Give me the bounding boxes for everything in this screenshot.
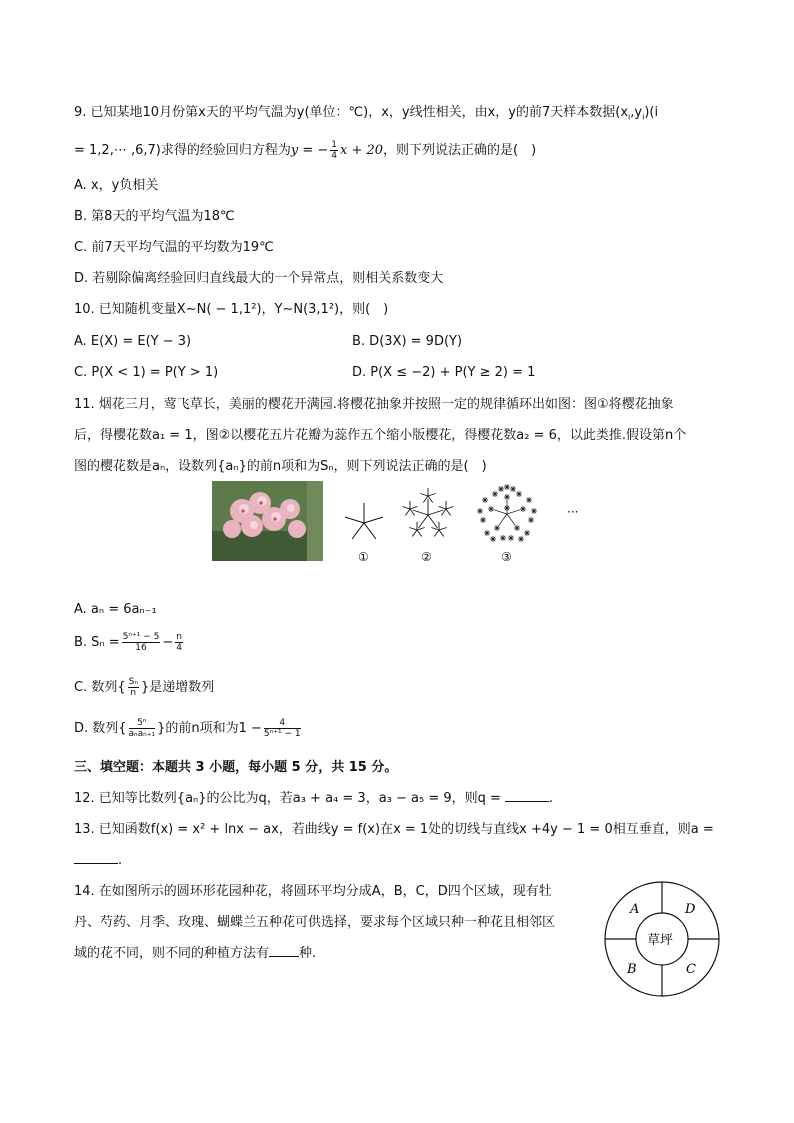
q13-answer-blank[interactable] (74, 851, 118, 864)
q11-line1: 11. 烟花三月，莺飞草长，美丽的樱花开满园.将樱花抽象并按照一定的规律循环出如图：图①将樱花抽象 (74, 397, 674, 412)
figure-2-label: ② (421, 550, 432, 564)
region-a-label: A (630, 902, 640, 917)
figure-ellipsis: ··· (567, 505, 579, 519)
q9-line1: 9. 已知某地10月份第x天的平均气温为y(单位：℃)，x，y线性相关，由x，y的前7天样本数据$(x_i,y_i)(i$ (74, 105, 659, 122)
q10-option-b: B. D(3X) = 9D(Y) (352, 334, 463, 349)
region-d-label: D (685, 902, 696, 917)
figure-1-star (342, 500, 386, 546)
q13-stem: 13. 已知函数f(x) = x² + lnx − ax，若曲线y = f(x)在x = 1处的切线与直线x +4y − 1 = 0相互垂直，则a = (74, 822, 714, 837)
q9-option-b: B. 第8天的平均气温为18℃ (74, 209, 235, 224)
figure-3-stars (474, 483, 540, 545)
q14-line1: 14. 在如图所示的圆环形花园种花，将圆环平均分成A，B，C，D四个区域，现有牡 (74, 884, 552, 899)
q11-option-b: B. Sₙ = $\frac{\text{5ⁿ⁺¹ − 5}}{16}$ − $\frac{n}{4}$ (74, 632, 182, 653)
region-b-label: B (627, 962, 637, 977)
q11-option-c: C. 数列{ $\frac{\text{Sₙ}}{n}$ }是递增数列 (74, 677, 215, 698)
q9-option-c: C. 前7天平均气温的平均数为19℃ (74, 240, 274, 255)
figure-1-label: ① (358, 550, 369, 564)
q14-line2: 丹、芍药、月季、玫瑰、蝴蝶兰五种花可供选择，要求每个区域只种一种花且相邻区 (74, 915, 556, 930)
sakura-photo (212, 481, 323, 561)
q10-stem: 10. 已知随机变量X∼N( − 1,1²)，Y∼N(3,1²)，则( ) (74, 302, 389, 317)
q11-option-d: D. 数列{ 5ⁿ aₙaₙ₊₁ }的前n项和为1 − $\frac{4}{\text{5ⁿ⁺¹ − 1}}$ (74, 718, 301, 739)
q12-stem: 12. 已知等比数列{aₙ}的公比为q，若a₃ + a₄ = 3，a₃ − a₅ = 9，则q = . (74, 791, 554, 806)
ring-garden-figure (603, 880, 721, 998)
q11-line2: 后，得樱花数a₁ = 1，图②以樱花五片花瓣为蕊作五个缩小版樱花，得樱花数a₂ = 6，以此类推.假设第n个 (74, 428, 687, 443)
q11-option-a: A. aₙ = 6aₙ₋₁ (74, 602, 157, 617)
lawn-label: 草坪 (647, 933, 674, 948)
figure-3-label: ③ (501, 550, 512, 564)
q14-line3: 域的花不同，则不同的种植方法有 种. (74, 946, 317, 961)
q9-option-d: D. 若剔除偏离经验回归直线最大的一个异常点，则相关系数变大 (74, 271, 444, 286)
q11-line3: 图的樱花数是aₙ，设数列{aₙ}的前n项和为Sₙ，则下列说法正确的是( ) (74, 459, 487, 474)
q12-answer-blank[interactable] (505, 789, 549, 802)
q13-line2: . (74, 851, 122, 871)
region-c-label: C (686, 962, 696, 977)
figure-2-stars (398, 485, 458, 545)
q10-option-a: A. E(X) = E(Y − 3) (74, 334, 192, 349)
q9-option-a: A. x，y负相关 (74, 178, 159, 193)
q9-line2: = 1,2,⋯ ,6,7)求得的经验回归方程为y = − $\frac{1}{4}$ x + 20，则下列说法正确的是( ) (74, 140, 537, 161)
q10-option-c: C. P(X < 1) = P(Y > 1) (74, 365, 219, 380)
q10-option-d: D. P(X ≤ −2) + P(Y ≥ 2) = 1 (352, 365, 536, 380)
q14-answer-blank[interactable] (269, 944, 299, 957)
section-3-heading: 三、填空题：本题共 3 小题，每小题 5 分，共 15 分。 (74, 760, 398, 775)
